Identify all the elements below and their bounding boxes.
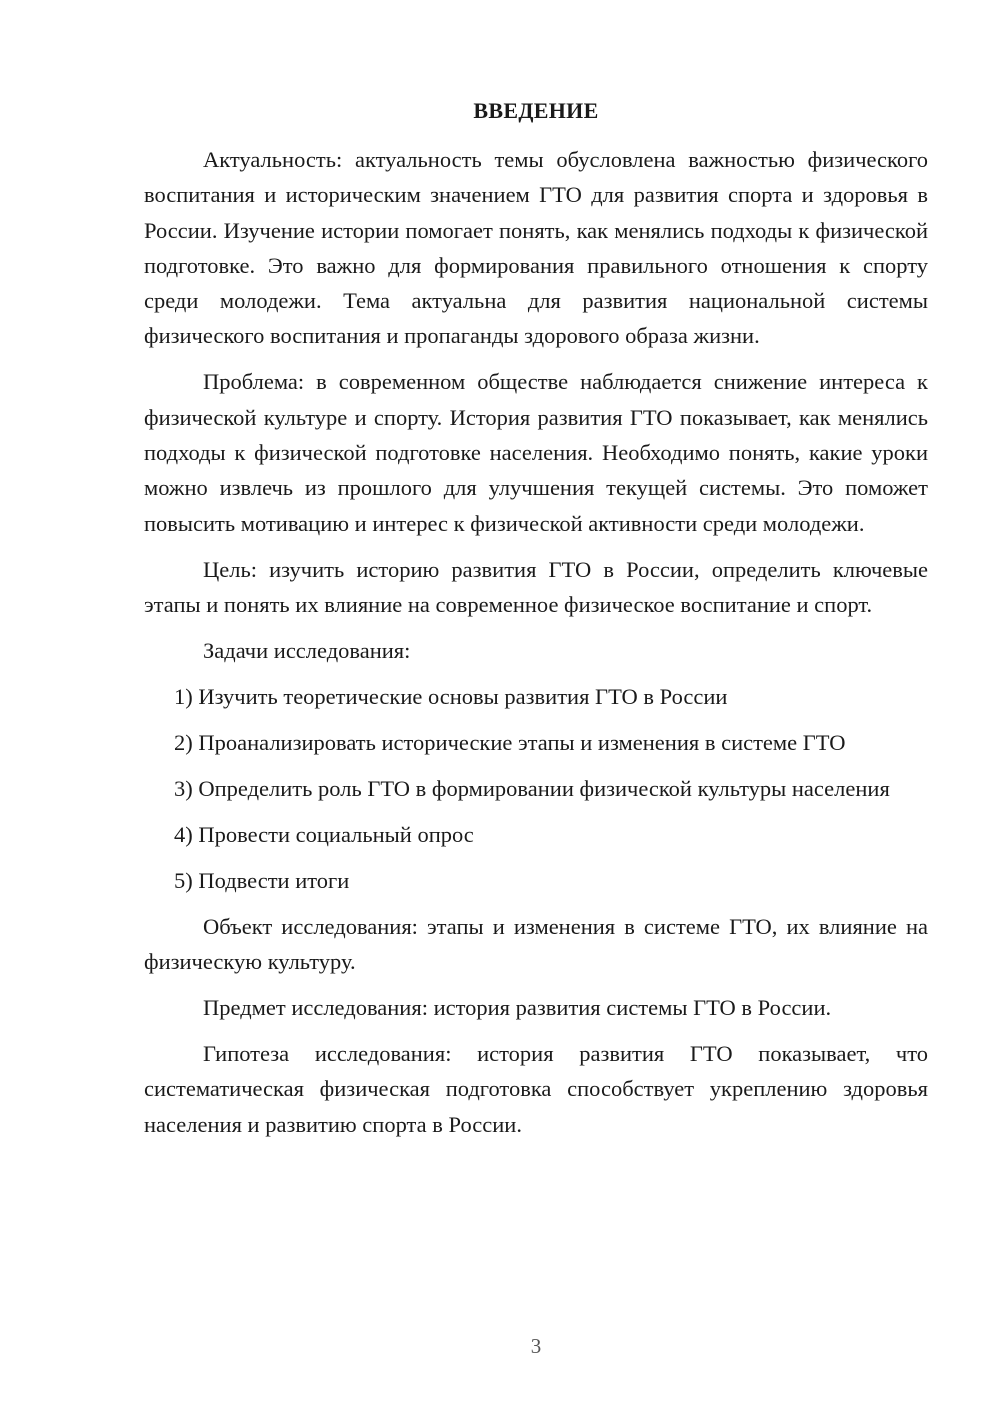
task-item: 4) Провести социальный опрос <box>174 821 474 847</box>
paragraph-relevance: Актуальность: актуальность темы обусловлена важностью физического воспитания и историческим значением ГТО для развития спорта и здоровья в России. Изучение истории помогает понять, как менялись подходы к физической подготовке. Это важно для формирования правильного отношения к спорту среди молодежи. Тема актуальна для развития национальной системы физического воспитания и пропаганды здорового образа жизни. <box>144 147 928 349</box>
task-item: 1) Изучить теоретические основы развития ГТО в России <box>174 683 728 709</box>
section-body <box>144 142 928 1142</box>
paragraph-hypothesis: Гипотеза исследования: история развития ГТО показывает, что систематическая физическая подготовка способствует укреплению здоровья населения и развитию спорта в России. <box>144 1041 928 1137</box>
paragraph-problem: Проблема: в современном обществе наблюдается снижение интереса к физической культуре и спорту. История развития ГТО показывает, как менялись подходы к физической подготовке населения. Необходимо понять, какие уроки можно извлечь из прошлого для улучшения текущей системы. Это поможет повысить мотивацию и интерес к физической активности среди молодежи. <box>144 369 928 536</box>
tasks-heading: Задачи исследования: <box>203 637 411 663</box>
paragraph-goal: Цель: изучить историю развития ГТО в России, определить ключевые этапы и понять их влияние на современное физическое воспитание и спорт. <box>144 556 928 617</box>
page-number: 3 <box>530 1334 542 1358</box>
paragraph-subject: Предмет исследования: история развития системы ГТО в России. <box>203 995 832 1021</box>
paragraph-object: Объект исследования: этапы и изменения в системе ГТО, их влияние на физическую культуру. <box>144 913 928 975</box>
section-title: ВВЕДЕНИЕ <box>473 98 599 123</box>
task-item: 3) Определить роль ГТО в формировании физической культуры населения <box>174 775 890 801</box>
task-item: 2) Проанализировать исторические этапы и изменения в системе ГТО <box>174 729 846 755</box>
task-item: 5) Подвести итоги <box>174 867 350 893</box>
